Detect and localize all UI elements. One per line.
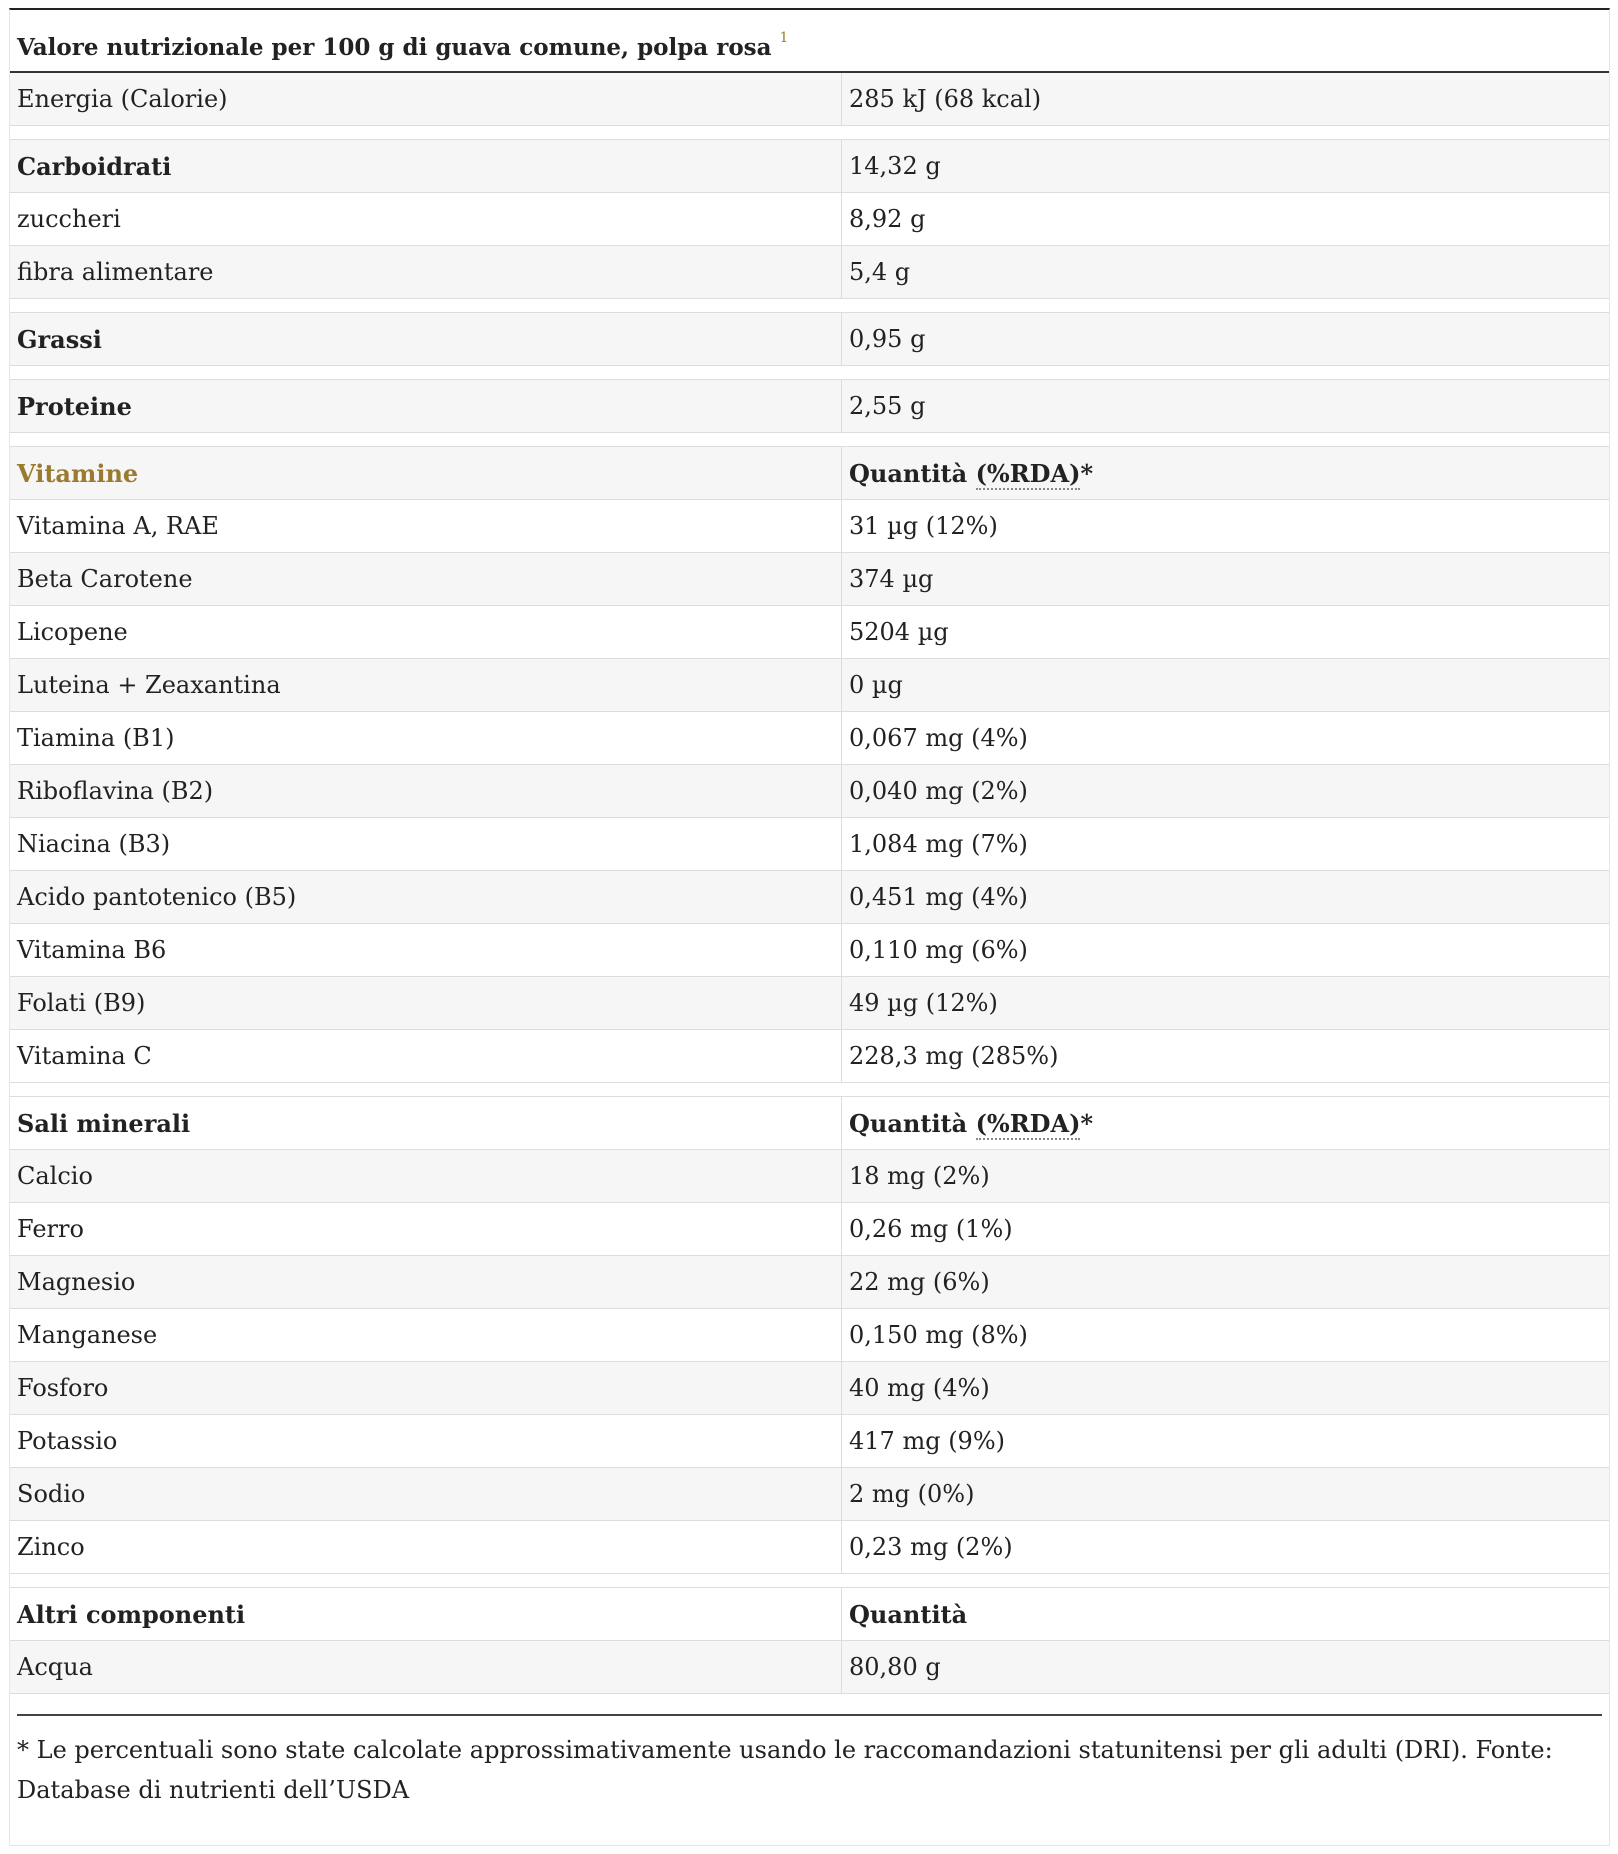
footnote: * Le percentuali sono state calcolate approssimativamente usando le raccomandazioni statunitensi per gli adulti (DRI). Fonte: Database di nutrienti dell’USDA — [17, 1714, 1602, 1810]
nutrient-name: Acido pantotenico (B5) — [10, 871, 842, 923]
proteins-value: 2,55 g — [849, 392, 926, 420]
nutrient-value: 0,067 mg (4%) — [849, 724, 1028, 752]
nutrient-value: 31 µg (12%) — [849, 512, 998, 540]
vitamins-header-row — [10, 447, 1609, 500]
table-row — [10, 1256, 1609, 1309]
nutrient-name: Licopene — [10, 606, 842, 658]
table-row — [10, 871, 1609, 924]
table-row — [10, 553, 1609, 606]
nutrient-name: Sodio — [10, 1468, 842, 1520]
other-label: Altri componenti — [10, 1588, 842, 1640]
table-row — [10, 1362, 1609, 1415]
footnote-spacer — [10, 1694, 1609, 1714]
nutrient-value: 22 mg (6%) — [849, 1268, 990, 1296]
water-label: Acqua — [10, 1641, 842, 1693]
other-quantity-header: Quantità — [849, 1600, 968, 1629]
fats-value: 0,95 g — [849, 325, 926, 353]
nutrient-value: 40 mg (4%) — [849, 1374, 990, 1402]
nutrient-value: 2 mg (0%) — [849, 1480, 975, 1508]
vitamin-rows — [10, 500, 1609, 1083]
carbs-label: Carboidrati — [10, 140, 842, 192]
quantity-label: Quantità — [849, 459, 976, 488]
sugars-value: 8,92 g — [849, 205, 926, 233]
minerals-label: Sali minerali — [10, 1097, 842, 1149]
table-row — [10, 765, 1609, 818]
nutrient-name: Vitamina C — [10, 1030, 842, 1082]
nutrient-value: 228,3 mg (285%) — [849, 1042, 1059, 1070]
sugars-row — [10, 193, 1609, 246]
vitamins-quantity-header — [842, 447, 1609, 499]
table-row — [10, 924, 1609, 977]
nutrient-name: Magnesio — [10, 1256, 842, 1308]
table-row — [10, 500, 1609, 553]
nutrient-value: 0,150 mg (8%) — [849, 1321, 1028, 1349]
nutrient-value: 0,451 mg (4%) — [849, 883, 1028, 911]
table-row — [10, 977, 1609, 1030]
table-row — [10, 659, 1609, 712]
fiber-row — [10, 246, 1609, 299]
vitamins-link[interactable]: Vitamine — [10, 447, 842, 499]
water-value: 80,80 g — [849, 1653, 941, 1681]
nutrition-table — [9, 8, 1610, 1846]
mineral-rows — [10, 1150, 1609, 1574]
table-row — [10, 1030, 1609, 1083]
section-spacer — [10, 1574, 1609, 1588]
energy-label: Energia (Calorie) — [10, 73, 842, 125]
water-row — [10, 1641, 1609, 1694]
carbs-row — [10, 140, 1609, 193]
other-header-row — [10, 1588, 1609, 1641]
fiber-label: fibra alimentare — [10, 246, 842, 298]
nutrient-name: Fosforo — [10, 1362, 842, 1414]
nutrient-value: 5204 µg — [849, 618, 949, 646]
nutrient-name: Niacina (B3) — [10, 818, 842, 870]
nutrient-name: Tiamina (B1) — [10, 712, 842, 764]
nutrient-name: Vitamina A, RAE — [10, 500, 842, 552]
section-spacer — [10, 299, 1609, 313]
rda-abbreviation: (%RDA) — [975, 1109, 1081, 1138]
energy-value: 285 kJ (68 kcal) — [849, 85, 1042, 113]
asterisk: * — [1080, 1109, 1094, 1138]
nutrient-name: Potassio — [10, 1415, 842, 1467]
nutrient-value: 0 µg — [849, 671, 903, 699]
nutrient-name: Ferro — [10, 1203, 842, 1255]
table-row — [10, 1415, 1609, 1468]
carbs-value: 14,32 g — [849, 152, 941, 180]
section-spacer — [10, 1083, 1609, 1097]
sugars-label: zuccheri — [10, 193, 842, 245]
nutrient-value: 18 mg (2%) — [849, 1162, 990, 1190]
section-spacer — [10, 126, 1609, 140]
nutrient-value: 374 µg — [849, 565, 934, 593]
nutrient-value: 417 mg (9%) — [849, 1427, 1005, 1455]
table-row — [10, 1309, 1609, 1362]
table-row — [10, 1203, 1609, 1256]
nutrient-value: 0,23 mg (2%) — [849, 1533, 1013, 1561]
nutrient-value: 49 µg (12%) — [849, 989, 998, 1017]
nutrient-name: Folati (B9) — [10, 977, 842, 1029]
table-title-text: Valore nutrizionale per 100 g di guava comune, polpa rosa — [17, 34, 772, 61]
asterisk: * — [1080, 459, 1094, 488]
proteins-label: Proteine — [10, 380, 842, 432]
table-row — [10, 606, 1609, 659]
fats-label: Grassi — [10, 313, 842, 365]
quantity-label: Quantità — [849, 1109, 976, 1138]
table-title — [10, 10, 1609, 73]
table-row — [10, 818, 1609, 871]
table-row — [10, 1468, 1609, 1521]
nutrient-name: Luteina + Zeaxantina — [10, 659, 842, 711]
minerals-header-row — [10, 1097, 1609, 1150]
energy-row — [10, 73, 1609, 126]
nutrient-name: Riboflavina (B2) — [10, 765, 842, 817]
minerals-quantity-header — [842, 1097, 1609, 1149]
nutrient-name: Zinco — [10, 1521, 842, 1573]
title-reference-link[interactable]: 1 — [779, 30, 789, 47]
rda-abbreviation: (%RDA) — [975, 459, 1081, 488]
proteins-row — [10, 380, 1609, 433]
table-row — [10, 712, 1609, 765]
table-row — [10, 1150, 1609, 1203]
section-spacer — [10, 433, 1609, 447]
nutrient-name: Manganese — [10, 1309, 842, 1361]
nutrient-value: 0,26 mg (1%) — [849, 1215, 1013, 1243]
fats-row — [10, 313, 1609, 366]
nutrient-name: Vitamina B6 — [10, 924, 842, 976]
table-row — [10, 1521, 1609, 1574]
nutrient-name: Beta Carotene — [10, 553, 842, 605]
nutrient-value: 1,084 mg (7%) — [849, 830, 1028, 858]
section-spacer — [10, 366, 1609, 380]
nutrient-name: Calcio — [10, 1150, 842, 1202]
nutrient-value: 0,110 mg (6%) — [849, 936, 1028, 964]
nutrient-value: 0,040 mg (2%) — [849, 777, 1028, 805]
fiber-value: 5,4 g — [849, 258, 911, 286]
